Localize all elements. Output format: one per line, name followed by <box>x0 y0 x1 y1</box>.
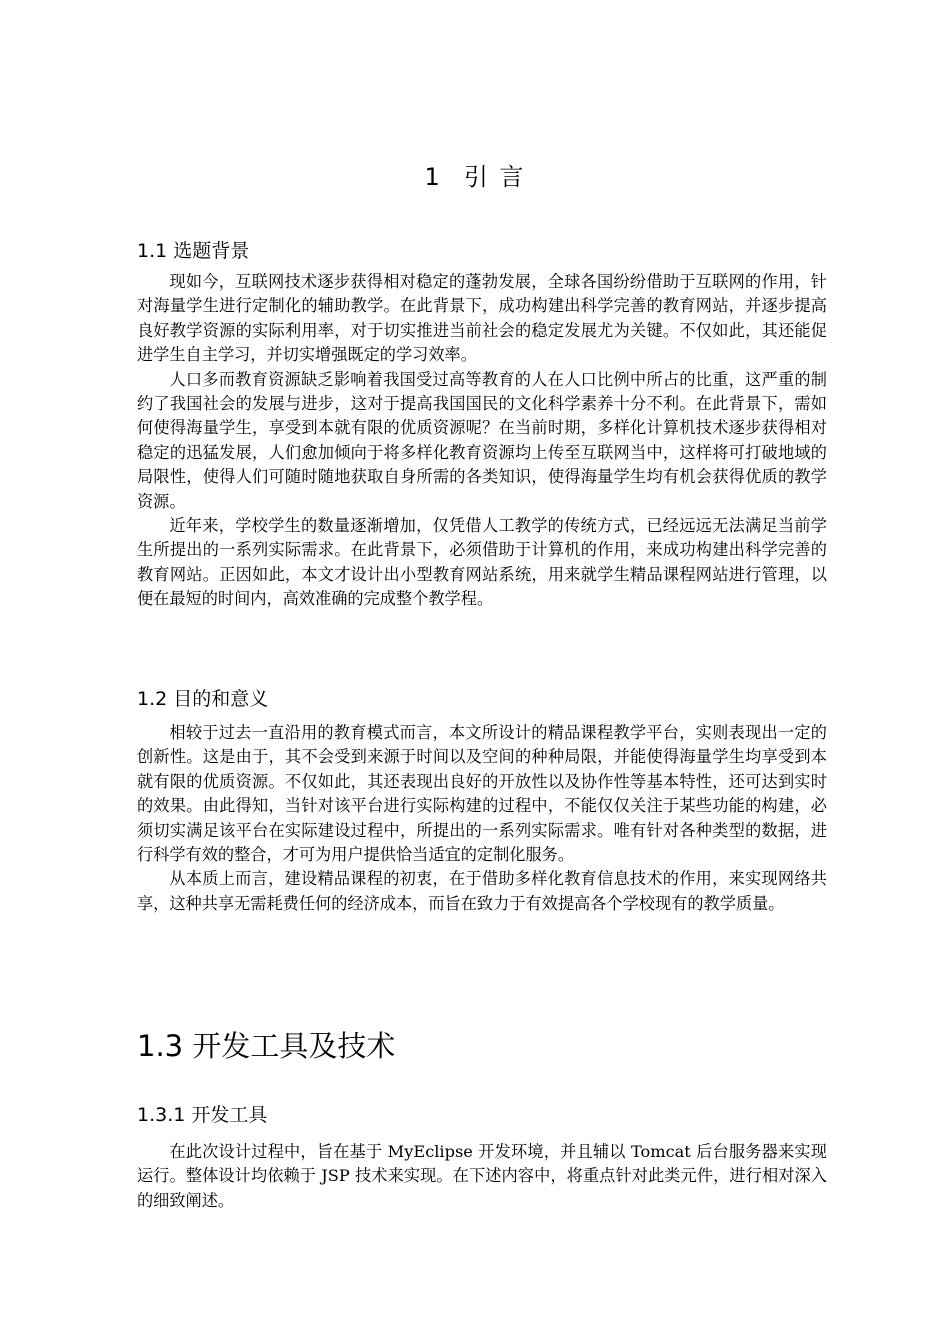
chapter-number: 1 <box>424 163 442 191</box>
section-heading-1-3-1: 1.3.1 开发工具 <box>137 1104 268 1126</box>
chapter-title-text: 引 言 <box>463 163 526 191</box>
section-1-2-body <box>137 721 827 916</box>
section-1-1 <box>137 236 827 266</box>
paragraph: 从本质上而言，建设精品课程的初衷，在于借助多样化教育信息技术的作用，来实现网络共享，这种共享无需耗费任何的经济成本，而旨在致力于有效提高各个学校现有的教学质量。 <box>137 869 827 913</box>
chapter-title <box>0 160 950 194</box>
section-1-3 <box>137 1026 827 1066</box>
paragraph: 近年来，学校学生的数量逐渐增加，仅凭借人工教学的传统方式，已经远远无法满足当前学生所提出的一系列实际需求。在此背景下，必须借助于计算机的作用，来成功构建出科学完善的教育网站。正因如此，本文才设计出小型教育网站系统，用来就学生精品课程网站进行管理，以便在最短的时间内，高效准确的完成整个教学程。 <box>137 516 827 609</box>
section-heading-1-3: 1.3 开发工具及技术 <box>137 1029 396 1063</box>
paragraph: 在此次设计过程中，旨在基于 MyEclipse 开发环境，并且辅以 Tomcat 后台服务器来实现运行。整体设计均依赖于 JSP 技术来实现。在下述内容中，将重点针对此类元件，进行相对深入的细致阐述。 <box>137 1142 827 1210</box>
paragraph: 现如今，互联网技术逐步获得相对稳定的蓬勃发展，全球各国纷纷借助于互联网的作用，针对海量学生进行定制化的辅助教学。在此背景下，成功构建出科学完善的教育网站，并逐步提高良好教学资源的实际利用率，对于切实推进当前社会的稳定发展尤为关键。不仅如此，其还能促进学生自主学习，并切实增强既定的学习效率。 <box>137 272 827 365</box>
section-1-3-1-body <box>137 1140 827 1213</box>
section-1-2 <box>137 684 827 714</box>
section-1-3-1 <box>137 1100 827 1130</box>
section-heading-1-1: 1.1 选题背景 <box>137 240 250 262</box>
paragraph: 人口多而教育资源缺乏影响着我国受过高等教育的人在人口比例中所占的比重，这严重的制约了我国社会的发展与进步，这对于提高我国国民的文化科学素养十分不利。在此背景下，需如何使得海量学生，享受到本就有限的优质资源呢？在当前时期，多样化计算机技术逐步获得相对稳定的迅猛发展，人们愈加倾向于将多样化教育资源均上传至互联网当中，这样将可打破地域的局限性，使得人们可随时随地获取自身所需的各类知识，使得海量学生均有机会获得优质的教学资源。 <box>137 369 827 511</box>
paragraph: 相较于过去一直沿用的教育模式而言，本文所设计的精品课程教学平台，实则表现出一定的创新性。这是由于，其不会受到来源于时间以及空间的种种局限，并能使得海量学生均享受到本就有限的优质资源。不仅如此，其还表现出良好的开放性以及协作性等基本特性，还可达到实时的效果。由此得知，当针对该平台进行实际构建的过程中，不能仅仅关注于某些功能的构建，必须切实满足该平台在实际建设过程中，所提出的一系列实际需求。唯有针对各种类型的数据，进行科学有效的整合，才可为用户提供恰当适宜的定制化服务。 <box>137 723 827 865</box>
section-1-1-body <box>137 270 827 612</box>
section-heading-1-2: 1.2 目的和意义 <box>137 688 269 710</box>
